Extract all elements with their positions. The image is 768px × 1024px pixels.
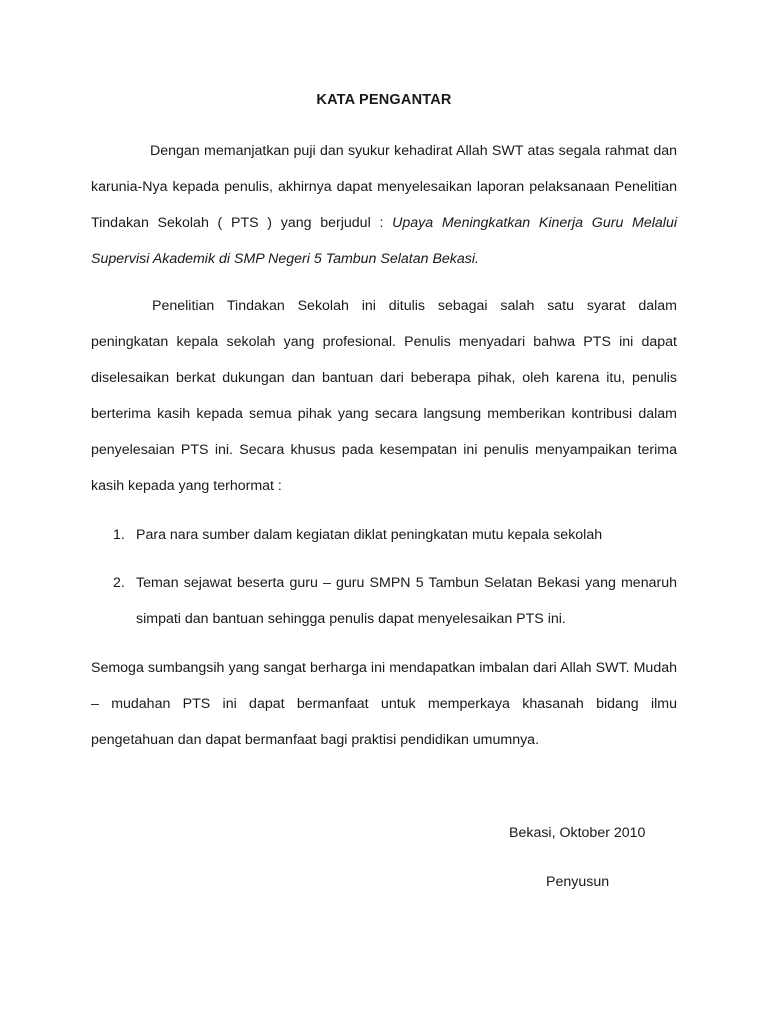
list-text: Para nara sumber dalam kegiatan diklat peningkatan mutu kepala sekolah bbox=[136, 527, 603, 543]
intro-text: Dengan memanjatkan puji dan syukur kehadirat Allah SWT atas segala rahmat dan karunia-Nya kepada penulis, akhirnya dapat menyelesaikan laporan pelaksanaan Penelitian Tindakan Sekolah ( PTS ) yang berjudul : bbox=[91, 143, 677, 231]
list-text: Teman sejawat beserta guru – guru SMPN 5 Tambun Selatan Bekasi yang menaruh simpati dan bantuan sehingga penulis dapat menyelesaikan PTS ini. bbox=[136, 575, 677, 627]
list-item bbox=[91, 565, 677, 637]
intro-paragraph bbox=[91, 133, 677, 277]
acknowledgement-paragraph: Penelitian Tindakan Sekolah ini ditulis sebagai salah satu syarat dalam peningkatan kepala sekolah yang profesional. Penulis menyadari bahwa PTS ini dapat diselesaikan berkat dukungan dan bantuan dari beberapa pihak, oleh karena itu, penulis berterima kasih kepada semua pihak yang secara langsung memberikan kontribusi dalam penyelesaian PTS ini. Secara khusus pada kesempatan ini penulis menyampaikan terima kasih kepada yang terhormat : bbox=[91, 298, 677, 494]
list-item bbox=[91, 517, 677, 553]
list-number: 1. bbox=[113, 527, 125, 543]
report-title-italic: Upaya Meningkatkan Kinerja Guru Melalui Supervisi Akademik di SMP Negeri 5 Tambun Selatan Bekasi. bbox=[91, 215, 678, 267]
place-date: Bekasi, Oktober 2010 bbox=[509, 825, 646, 841]
list-number: 2. bbox=[113, 575, 125, 591]
signer: Penyusun bbox=[546, 874, 610, 890]
closing-paragraph: Semoga sumbangsih yang sangat berharga ini mendapatkan imbalan dari Allah SWT. Mudah – mudahan PTS ini dapat bermanfaat untuk memperkaya khasanah bidang ilmu pengetahuan dan dapat bermanfaat bagi praktisi pendidikan umumnya. bbox=[91, 660, 677, 748]
page-title: KATA PENGANTAR bbox=[316, 92, 452, 108]
